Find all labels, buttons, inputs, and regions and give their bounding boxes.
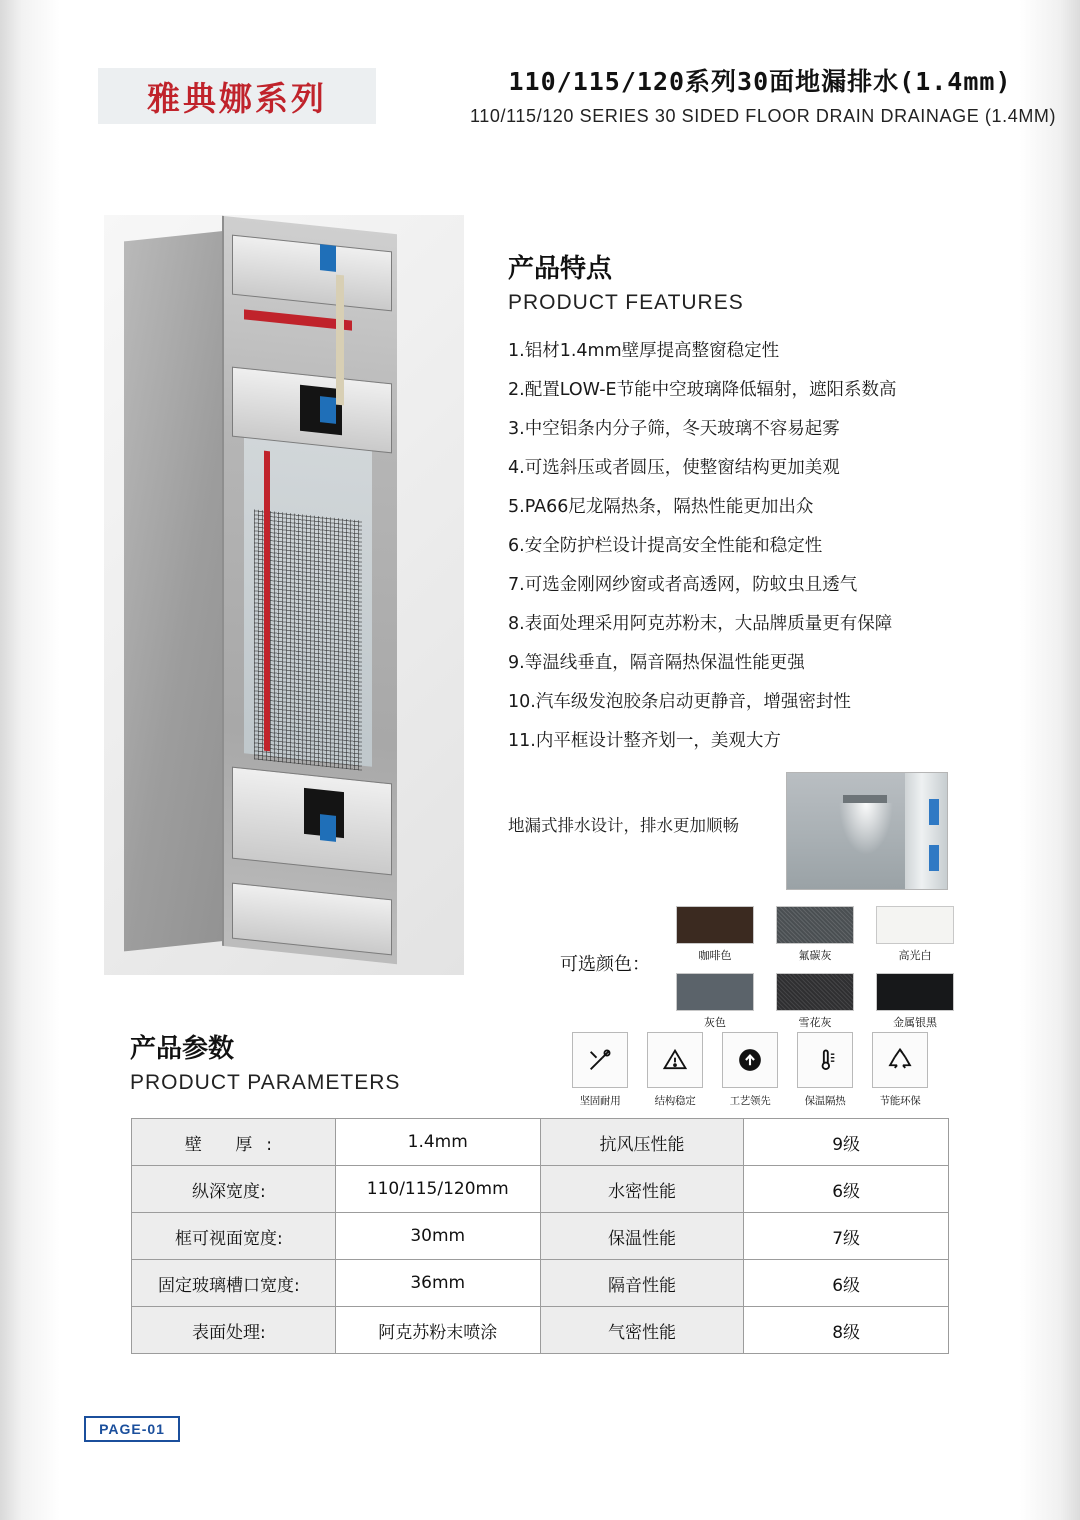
series-badge <box>98 68 376 124</box>
series-badge-label: 雅典娜系列 <box>147 78 327 118</box>
color-swatch <box>776 973 854 1030</box>
color-chip <box>776 906 854 944</box>
drainage-photo-gasket-1 <box>929 799 939 825</box>
colors-label: 可选颜色： <box>560 954 650 975</box>
color-swatch <box>676 906 754 963</box>
badge-caption: 工艺领先 <box>729 1095 771 1107</box>
table-row <box>132 1260 949 1307</box>
feature-badges <box>572 1032 928 1108</box>
profile-thermal-break-3 <box>320 814 336 842</box>
param-value-2: 9级 <box>744 1119 949 1166</box>
features-heading-en: PRODUCT FEATURES <box>508 291 744 314</box>
color-name: 灰色 <box>704 1016 726 1029</box>
param-value-2: 7级 <box>744 1213 949 1260</box>
param-value-2: 8级 <box>744 1307 949 1354</box>
parameters-heading-cn: 产品参数 <box>130 1034 235 1064</box>
param-key-2: 保温性能 <box>540 1213 744 1260</box>
param-key-2: 抗风压性能 <box>540 1119 744 1166</box>
param-value: 阿克苏粉末喷涂 <box>335 1307 540 1354</box>
page-number: PAGE-01 <box>84 1416 180 1442</box>
profile-spacer <box>336 275 344 406</box>
table-row <box>132 1119 949 1166</box>
badge-caption: 坚固耐用 <box>579 1095 621 1107</box>
parameters-section-heading <box>130 1028 400 1095</box>
color-swatch <box>776 906 854 963</box>
list-item: 2.配置LOW-E节能中空玻璃降低辐射，遮阳系数高 <box>508 380 897 400</box>
profile-thermal-break-2 <box>320 396 336 424</box>
color-swatches <box>676 906 954 1040</box>
color-name: 咖啡色 <box>698 949 732 962</box>
list-item: 8.表面处理采用阿克苏粉末，大品牌质量更有保障 <box>508 614 893 634</box>
param-value-2: 6级 <box>744 1260 949 1307</box>
features-list <box>508 341 1028 752</box>
param-value: 36mm <box>335 1260 540 1307</box>
product-profile-photo <box>104 215 464 975</box>
color-chip <box>776 973 854 1011</box>
thermometer-icon <box>797 1032 853 1088</box>
param-key: 壁 厚: <box>132 1119 336 1166</box>
table-row <box>132 1307 949 1354</box>
badge-craft <box>722 1032 778 1108</box>
color-chip <box>876 973 954 1011</box>
profile-thermal-break-1 <box>320 244 336 272</box>
color-name: 雪花灰 <box>798 1016 832 1029</box>
color-name: 高光白 <box>898 949 932 962</box>
badge-caption: 结构稳定 <box>654 1095 696 1107</box>
drainage-photo-slot <box>843 795 887 803</box>
table-row <box>132 1213 949 1260</box>
list-item: 9.等温线垂直，隔音隔热保温性能更强 <box>508 653 805 673</box>
param-key: 表面处理: <box>132 1307 336 1354</box>
features-section <box>508 248 1028 770</box>
param-key: 纵深宽度: <box>132 1166 336 1213</box>
param-key-2: 水密性能 <box>540 1166 744 1213</box>
color-swatch <box>876 973 954 1030</box>
badge-caption: 保温隔热 <box>804 1095 846 1107</box>
color-chip <box>676 973 754 1011</box>
list-item: 10.汽车级发泡胶条启动更静音，增强密封性 <box>508 692 851 712</box>
drainage-photo-gasket-2 <box>929 845 939 871</box>
param-key: 固定玻璃槽口宽度: <box>132 1260 336 1307</box>
param-key: 框可视面宽度: <box>132 1213 336 1260</box>
badge-durable <box>572 1032 628 1108</box>
drainage-note: 地漏式排水设计，排水更加顺畅 <box>508 816 739 835</box>
param-value: 1.4mm <box>335 1119 540 1166</box>
recycle-icon <box>872 1032 928 1088</box>
param-value: 110/115/120mm <box>335 1166 540 1213</box>
drainage-photo-rail <box>905 773 947 889</box>
table-row <box>132 1166 949 1213</box>
color-chip <box>676 906 754 944</box>
features-heading-cn: 产品特点 <box>508 254 613 284</box>
list-item: 1.铝材1.4mm壁厚提高整窗稳定性 <box>508 341 780 361</box>
badge-stable <box>647 1032 703 1108</box>
color-name: 金属银黑 <box>893 1016 937 1029</box>
page-title-cn: 110/115/120系列30面地漏排水(1.4mm) <box>508 67 1012 96</box>
badge-eco <box>872 1032 928 1108</box>
profile-screen-mesh <box>254 509 362 770</box>
color-chip <box>876 906 954 944</box>
list-item: 6.安全防护栏设计提高安全性能和稳定性 <box>508 536 823 556</box>
list-item: 3.中空铝条内分子筛，冬天玻璃不容易起雾 <box>508 419 840 439</box>
color-swatch <box>876 906 954 963</box>
color-name: 氟碳灰 <box>798 949 832 962</box>
list-item: 5.PA66尼龙隔热条，隔热性能更加出众 <box>508 497 814 517</box>
hammer-wrench-icon <box>572 1032 628 1088</box>
list-item: 4.可选斜压或者圆压，使整窗结构更加美观 <box>508 458 840 478</box>
drainage-photo <box>786 772 948 890</box>
page-title-en: 110/115/120 SERIES 30 SIDED FLOOR DRAIN DRAINAGE (1.4MM) <box>470 106 1057 126</box>
warning-triangle-icon <box>647 1032 703 1088</box>
badge-caption: 节能环保 <box>879 1095 921 1107</box>
color-swatch <box>676 973 754 1030</box>
badge-insulation <box>797 1032 853 1108</box>
parameters-heading-en: PRODUCT PARAMETERS <box>130 1071 401 1094</box>
param-key-2: 隔音性能 <box>540 1260 744 1307</box>
list-item: 11.内平框设计整齐划一，美观大方 <box>508 731 781 751</box>
parameters-table <box>131 1118 949 1354</box>
profile-gasket-vertical <box>264 451 270 752</box>
up-arrow-circle-icon <box>722 1032 778 1088</box>
param-value: 30mm <box>335 1213 540 1260</box>
page-title <box>470 62 1057 127</box>
list-item: 7.可选金刚网纱窗或者高透网，防蚊虫且透气 <box>508 575 858 595</box>
drainage-photo-water <box>839 803 893 855</box>
param-key-2: 气密性能 <box>540 1307 744 1354</box>
param-value-2: 6级 <box>744 1166 949 1213</box>
